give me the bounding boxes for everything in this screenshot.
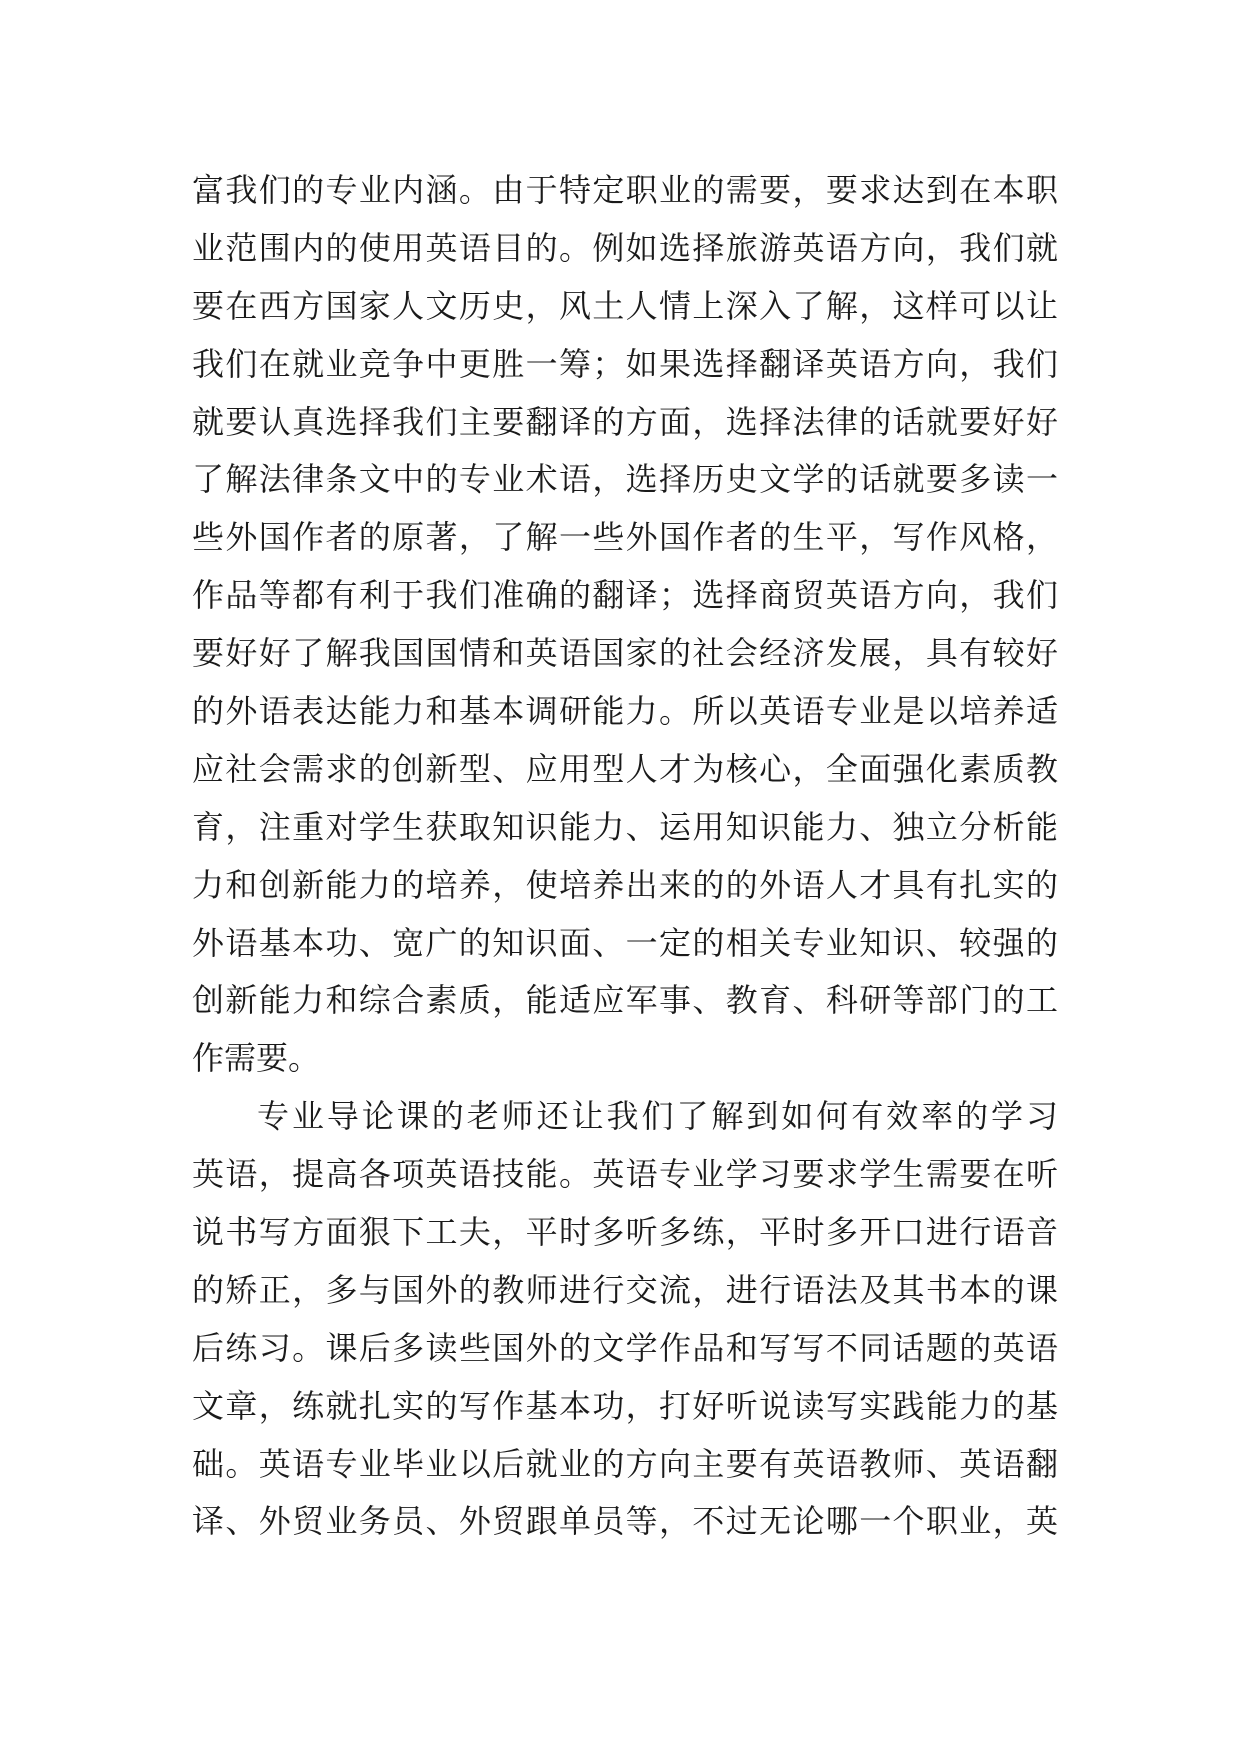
text-line: 我们在就业竞争中更胜一筹；如果选择翻译英语方向，我们 [192,344,1058,383]
paragraph-start-line: 专业导论课的老师还让我们了解到如何有效率的学习 [257,1097,1058,1136]
text-line: 力和创新能力的培养，使培养出来的的外语人才具有扎实的 [192,865,1058,904]
text-line: 说书写方面狠下工夫，平时多听多练，平时多开口进行语音 [192,1213,1058,1252]
text-line: 应社会需求的创新型、应用型人才为核心，全面强化素质教 [192,749,1058,788]
text-line: 创新能力和综合素质，能适应军事、教育、科研等部门的工 [192,981,1058,1020]
text-line: 业范围内的使用英语目的。例如选择旅游英语方向，我们就 [192,228,1058,267]
text-line: 文章，练就扎实的写作基本功，打好听说读写实践能力的基 [192,1386,1058,1425]
text-line: 富我们的专业内涵。由于特定职业的需要，要求达到在本职 [192,171,1058,209]
text-line: 础。英语专业毕业以后就业的方向主要有英语教师、英语翻 [192,1444,1058,1483]
text-line: 了解法律条文中的专业术语，选择历史文学的话就要多读一 [192,460,1058,499]
text-line: 些外国作者的原著，了解一些外国作者的生平，写作风格， [192,518,1058,557]
text-line: 就要认真选择我们主要翻译的方面，选择法律的话就要好好 [192,402,1058,441]
text-line: 后练习。课后多读些国外的文学作品和写写不同话题的英语 [192,1328,1058,1367]
text-line: 英语，提高各项英语技能。英语专业学习要求学生需要在听 [192,1155,1058,1194]
text-line: 的矫正，多与国外的教师进行交流，进行语法及其书本的课 [192,1270,1058,1309]
text-line: 作品等都有利于我们准确的翻译；选择商贸英语方向，我们 [192,576,1058,615]
text-line: 译、外贸业务员、外贸跟单员等，不过无论哪一个职业，英 [192,1502,1058,1541]
text-line: 要好好了解我国国情和英语国家的社会经济发展，具有较好 [192,634,1058,673]
body-text [192,162,1058,1551]
text-line: 外语基本功、宽广的知识面、一定的相关专业知识、较强的 [192,923,1058,962]
text-line: 要在西方国家人文历史，风土人情上深入了解，这样可以让 [192,286,1058,325]
text-line: 的外语表达能力和基本调研能力。所以英语专业是以培养适 [192,692,1058,731]
paragraph-end-line: 作需要。 [192,1039,321,1078]
text-line: 育，注重对学生获取知识能力、运用知识能力、独立分析能 [192,807,1058,846]
